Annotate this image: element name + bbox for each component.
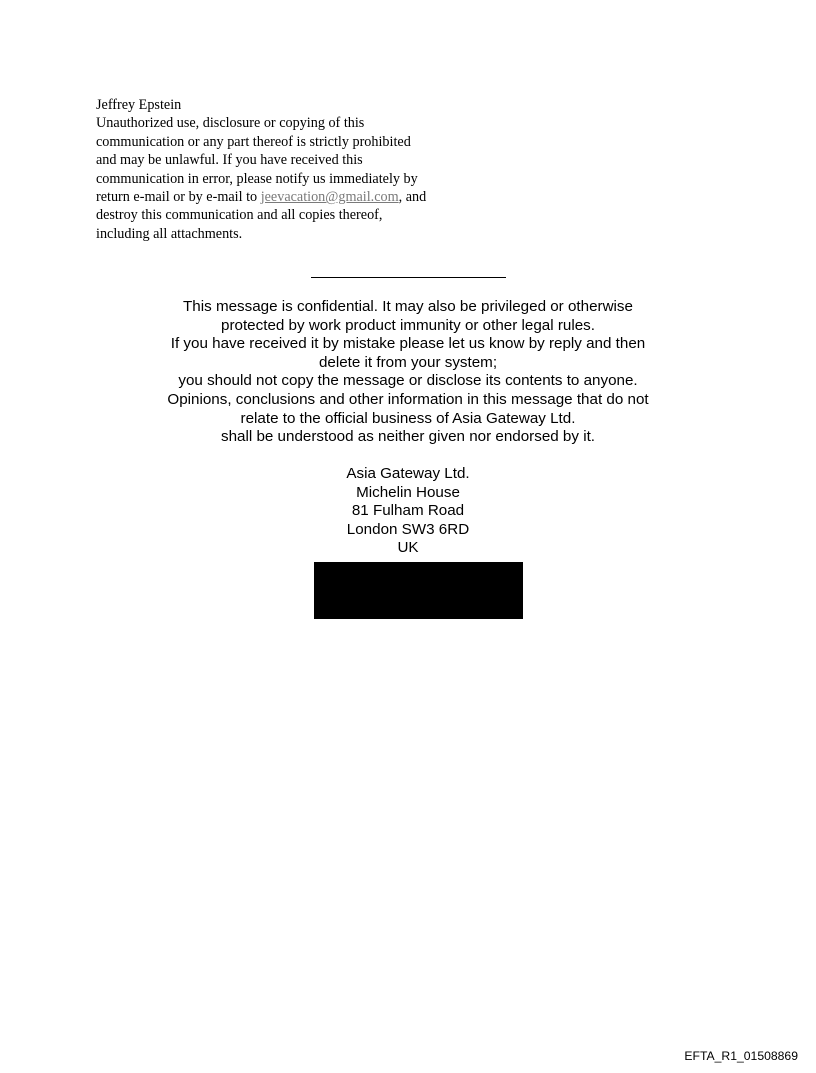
company-name: Asia Gateway Ltd. [346, 465, 470, 482]
notice-line: shall be understood as neither given nor endorsed by it. [220, 428, 596, 446]
disclaimer-line: communication or any part thereof is strictly prohibited [96, 133, 411, 150]
disclaimer-line: Unauthorized use, disclosure or copying of this [96, 115, 365, 132]
address-country: UK [397, 539, 419, 557]
notice-line: This message is confidential. It may also be privileged or otherwise [183, 298, 633, 315]
confidentiality-notice [108, 298, 708, 447]
notice-line: relate to the official business of Asia Gateway Ltd. [240, 409, 576, 427]
separator-line [311, 277, 506, 278]
notice-line: protected by work product immunity or other legal rules. [221, 316, 595, 334]
redaction-box [314, 562, 523, 619]
email-line [96, 188, 496, 206]
notice-line: you should not copy the message or disclose its contents to anyone. [178, 372, 638, 390]
disclaimer-line: communication in error, please notify us immediately by [96, 170, 418, 187]
disclaimer-line: and may be unlawful. If you have received this [96, 152, 363, 169]
email-line-suffix: , and [398, 189, 427, 206]
notice-line: Opinions, conclusions and other information in this message that do not [167, 390, 649, 408]
email-link[interactable]: jeevacation@gmail.com [260, 189, 399, 206]
bates-number: EFTA_R1_01508869 [684, 1049, 798, 1063]
signature-block [96, 96, 496, 243]
company-address [258, 465, 558, 558]
closing-line: including all attachments. [96, 225, 243, 242]
address-city: London SW3 6RD [346, 520, 470, 538]
address-building: Michelin House [356, 483, 460, 501]
sender-name: Jeffrey Epstein [96, 97, 182, 113]
notice-line: delete it from your system; [318, 353, 498, 371]
address-street: 81 Fulham Road [351, 502, 465, 520]
email-line-prefix: return e-mail or by e-mail to [96, 189, 261, 206]
notice-line: If you have received it by mistake please let us know by reply and then [170, 335, 646, 353]
closing-line: destroy this communication and all copies thereof, [96, 207, 383, 224]
